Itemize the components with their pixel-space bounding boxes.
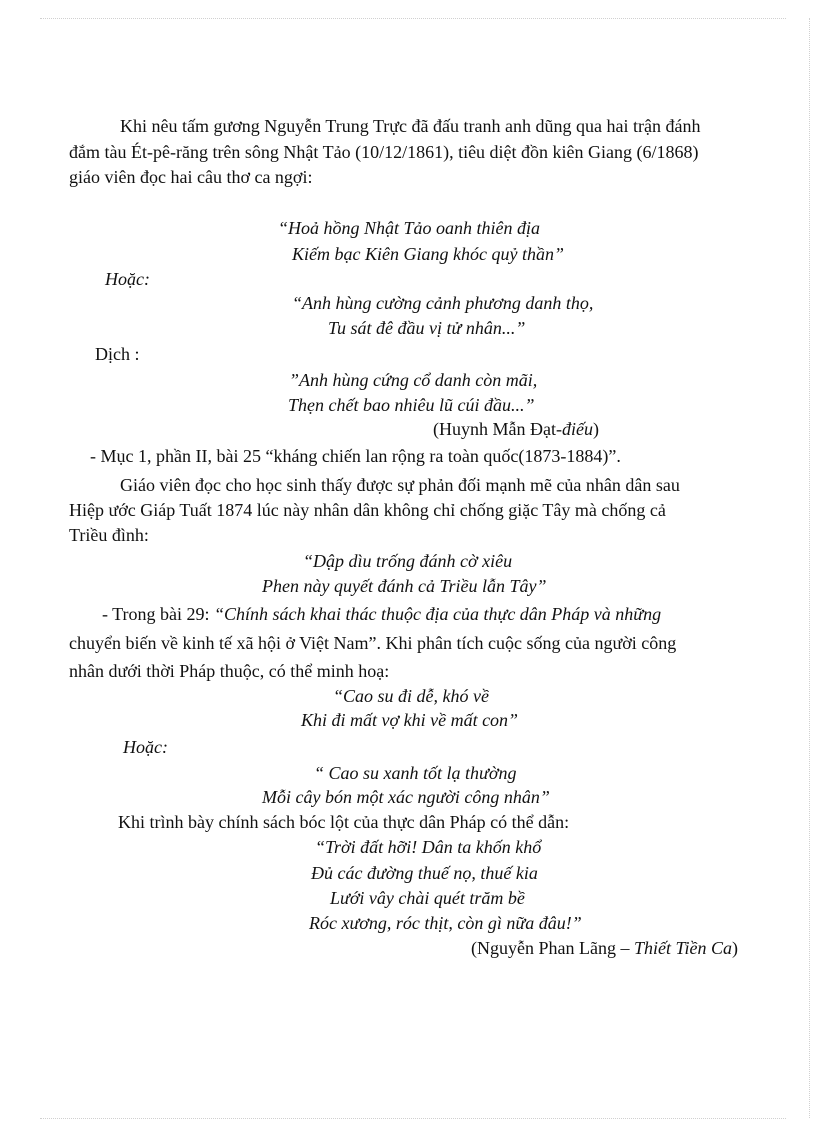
poem-line: Lưới vây chài quét trăm bề [330, 888, 525, 908]
attribution-work: Thiết Tiền Ca [633, 938, 732, 958]
poem-line: Phen này quyết đánh cả Triều lẫn Tây” [262, 576, 547, 596]
page-border-bottom [40, 1118, 786, 1119]
page-border-top [40, 18, 786, 19]
hoac-label: Hoặc: [105, 269, 150, 289]
paragraph-line: Khi nêu tấm gương Nguyễn Trung Trực đã đấu tranh anh dũng qua hai trận đánh [120, 116, 701, 136]
poem-line: “Trời đất hỡi! Dân ta khốn khổ [315, 837, 542, 857]
poem-line: “Anh hùng cường cảnh phương danh thọ, [292, 293, 594, 313]
poem-line: Róc xương, róc thịt, còn gì nữa đâu!” [309, 913, 582, 933]
poem-line: “Cao su đi dễ, khó về [333, 686, 489, 706]
dich-label: Dịch : [95, 344, 140, 364]
paragraph-line: giáo viên đọc hai câu thơ ca ngợi: [69, 167, 313, 187]
attribution-prefix: (Nguyễn Phan Lãng – [471, 938, 634, 958]
paragraph-line [102, 602, 661, 626]
page-border-right [809, 18, 810, 1118]
poem-line: Mỗi cây bón một xác người công nhân” [262, 787, 550, 807]
poem-line: Đủ các đường thuế nọ, thuế kia [311, 863, 538, 883]
attribution [433, 417, 599, 441]
paragraph-line: đắm tàu Ét-pê-răng trên sông Nhật Tảo (10/12/1861), tiêu diệt đồn kiên Giang (6/1868) [69, 142, 699, 162]
poem-line: “ Cao su xanh tốt lạ thường [314, 763, 517, 783]
attribution-suffix: ) [731, 938, 738, 958]
attribution-prefix: (Huynh Mẫn Đạt- [433, 419, 562, 439]
paragraph-line: Khi trình bày chính sách bóc lột của thực dân Pháp có thể dẫn: [118, 812, 570, 832]
paragraph-line: chuyển biến về kinh tế xã hội ở Việt Nam”. Khi phân tích cuộc sống của người công [69, 633, 677, 653]
paragraph-line: Giáo viên đọc cho học sinh thấy được sự phản đối mạnh mẽ của nhân dân sau [120, 475, 680, 495]
lesson-title: “Chính sách khai thác thuộc địa của thực dân Pháp và những [214, 604, 662, 624]
paragraph-line: nhân dưới thời Pháp thuộc, có thể minh hoạ: [69, 661, 390, 681]
attribution-suffix: ) [592, 419, 599, 439]
hoac-label: Hoặc: [123, 737, 168, 757]
attribution-work: điếu [561, 419, 593, 439]
lesson-prefix: - Trong bài 29: [102, 604, 215, 624]
poem-line: Thẹn chết bao nhiêu lũ cúi đầu...” [288, 395, 535, 415]
poem-line: Khi đi mất vợ khi về mất con” [301, 710, 519, 730]
poem-line: ”Anh hùng cứng cổ danh còn mãi, [289, 370, 538, 390]
paragraph-line: Triều đình: [69, 525, 149, 545]
section-reference: - Mục 1, phần II, bài 25 “kháng chiến lan rộng ra toàn quốc(1873-1884)”. [90, 446, 621, 466]
paragraph-line: Hiệp ước Giáp Tuất 1874 lúc này nhân dân không chỉ chống giặc Tây mà chống cả [69, 500, 666, 520]
poem-line: Kiếm bạc Kiên Giang khóc quỷ thần” [292, 244, 564, 264]
poem-line: Tu sát đê đầu vị tử nhân...” [328, 318, 526, 338]
poem-line: “Dập dìu trống đánh cờ xiêu [303, 551, 513, 571]
poem-line: “Hoả hồng Nhật Tảo oanh thiên địa [278, 218, 541, 238]
attribution [471, 936, 738, 960]
